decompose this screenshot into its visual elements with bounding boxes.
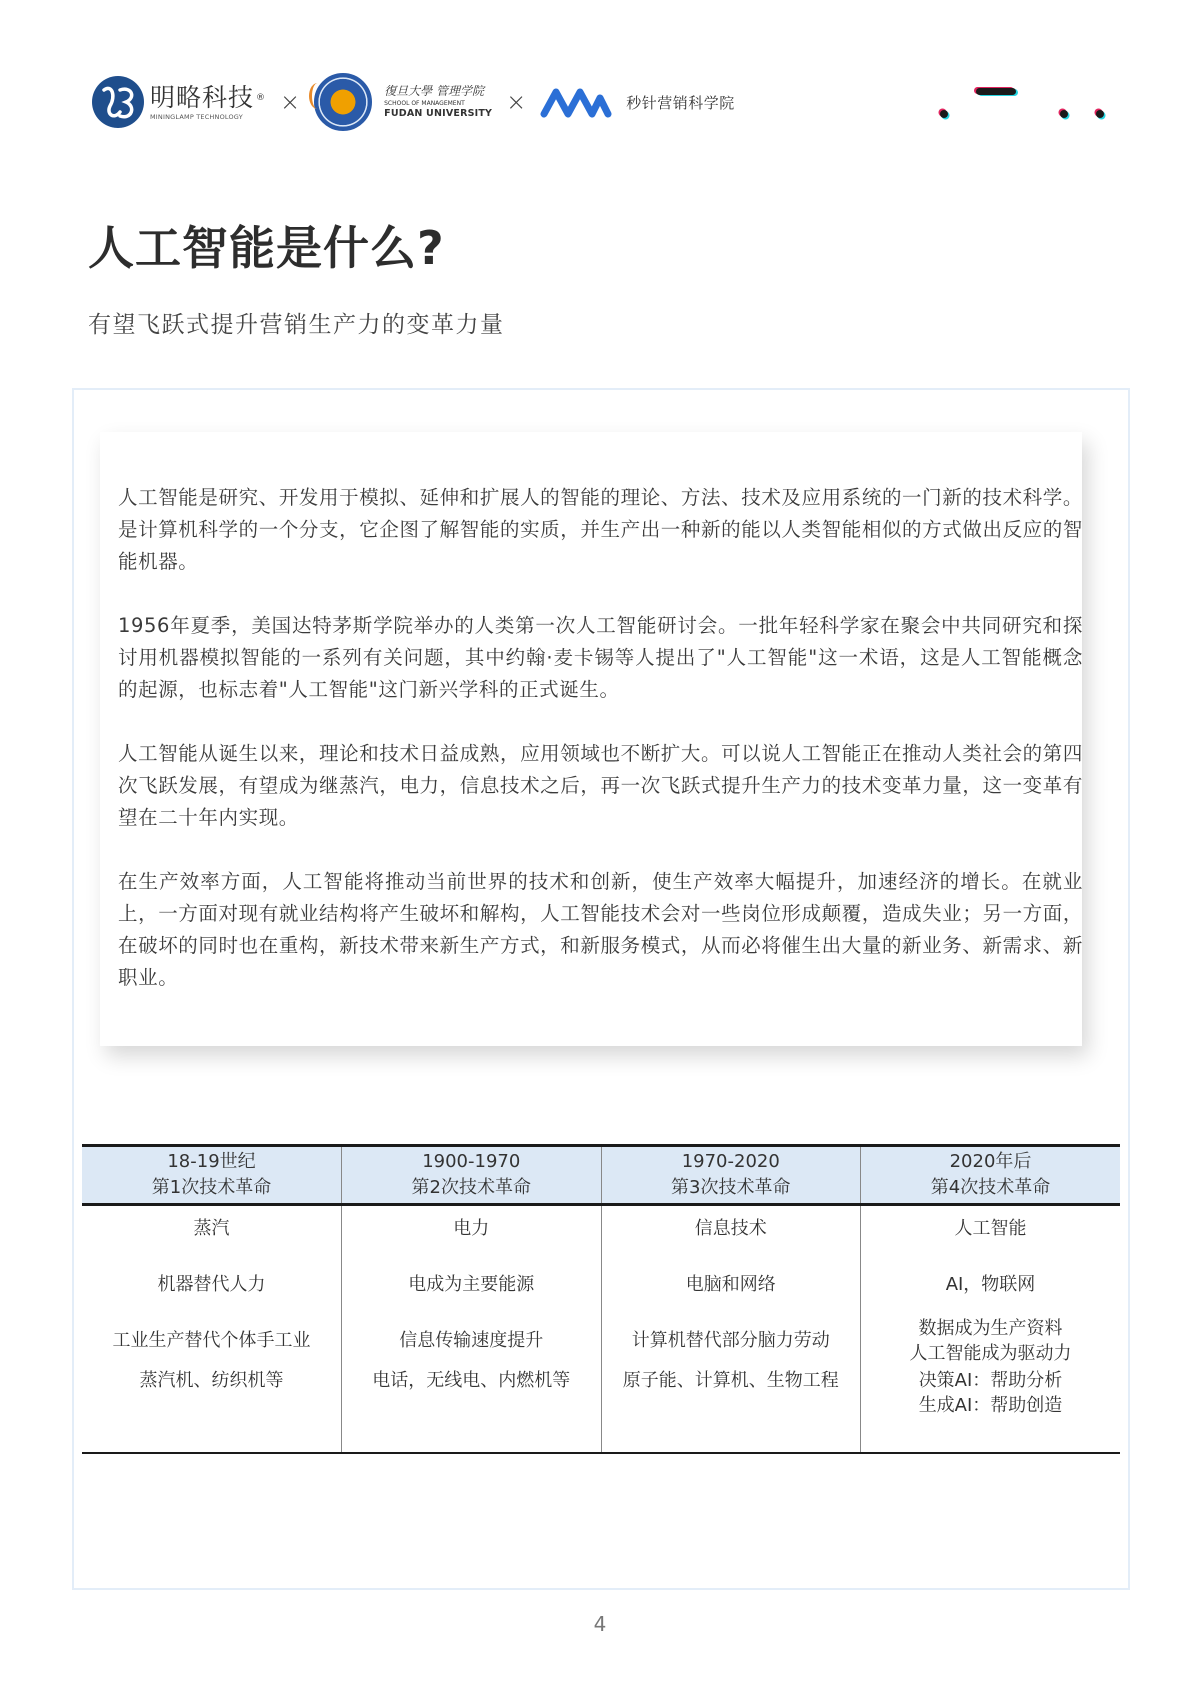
tech-impact: 计算机替代部分脑力劳动 xyxy=(631,1330,830,1351)
paragraph-development: 人工智能从诞生以来，理论和技术日益成熟，应用领域也不断扩大。可以说人工智能正在推动人类社会的第四次飞跃发展，有望成为继蒸汽，电力，信息技术之后，再一次飞跃式提升生产力的技术变革力量，这一变革有望在二十年内实现。 xyxy=(118,742,1083,829)
decorative-bar-icon xyxy=(976,88,1016,95)
partner-logos xyxy=(92,72,735,132)
mininglamp-subtext: MININGLAMP TECHNOLOGY xyxy=(150,112,243,121)
logo-mininglamp xyxy=(92,76,266,128)
miaozhen-name: 秒针营销科学院 xyxy=(626,93,735,112)
tech-name: 蒸汽 xyxy=(193,1218,230,1239)
decorative-marks xyxy=(940,84,1120,124)
decorative-dot-icon xyxy=(940,110,948,118)
separator-x: × xyxy=(280,88,301,116)
period-label: 18-19世纪 xyxy=(167,1151,256,1172)
tech-examples: 生成AI：帮助创造 xyxy=(918,1395,1063,1416)
registered-mark: ® xyxy=(256,92,267,103)
revolution-label: 第1次技术革命 xyxy=(151,1177,272,1198)
table-cell xyxy=(342,1205,602,1453)
separator-x: × xyxy=(506,88,527,116)
period-label: 1970-2020 xyxy=(681,1151,780,1172)
revolution-label: 第3次技术革命 xyxy=(671,1177,791,1198)
tech-examples: 原子能、计算机、生物工程 xyxy=(622,1370,839,1391)
tech-impact: 工业生产替代个体手工业 xyxy=(112,1330,311,1351)
fudan-seal-icon xyxy=(314,73,372,131)
column-header xyxy=(82,1146,342,1205)
table-header-row xyxy=(82,1146,1120,1205)
revolution-label: 第2次技术革命 xyxy=(411,1177,531,1198)
tech-impact: 数据成为生产资料 xyxy=(918,1318,1063,1339)
column-header xyxy=(601,1146,861,1205)
mininglamp-name: 明略科技 xyxy=(150,82,255,112)
intro-card xyxy=(100,432,1082,1046)
paragraph-impact: 在生产效率方面，人工智能将推动当前世界的技术和创新，使生产效率大幅提升，加速经济的增长。在就业上，一方面对现有就业结构将产生破坏和解构，人工智能技术会对一些岗位形成颠覆，造成失业；另一方面，在破坏的同时也在重构，新技术带来新生产方式，和新服务模式，从而必将催生出大量的新业务、新需求、新职业。 xyxy=(118,870,1083,989)
tech-impact: 信息传输速度提升 xyxy=(399,1330,544,1351)
logo-miaozhen xyxy=(540,84,735,120)
table-cell xyxy=(82,1205,342,1453)
fudan-name: 復旦大學 管理学院 xyxy=(384,84,484,99)
decorative-dot-icon xyxy=(1060,110,1068,118)
paragraph-definition: 人工智能是研究、开发用于模拟、延伸和扩展人的智能的理论、方法、技术及应用系统的一门新的技术科学。是计算机科学的一个分支，它企图了解智能的实质，并生产出一种新的能以人类智能相似的方式做出反应的智能机器。 xyxy=(118,486,1083,573)
tech-change: 机器替代人力 xyxy=(157,1274,266,1295)
page-subtitle: 有望飞跃式提升营销生产力的变革力量 xyxy=(88,312,505,338)
tech-change: 电脑和网络 xyxy=(685,1274,776,1295)
table-cell xyxy=(861,1205,1121,1453)
tech-revolution-table xyxy=(82,1144,1120,1454)
period-label: 1900-1970 xyxy=(422,1151,521,1172)
tech-change: AI，物联网 xyxy=(945,1274,1036,1295)
period-label: 2020年后 xyxy=(949,1151,1032,1172)
miaozhen-logo-icon xyxy=(540,84,612,120)
table-row xyxy=(82,1205,1120,1453)
table-cell xyxy=(601,1205,861,1453)
tech-name: 信息技术 xyxy=(694,1218,767,1239)
tech-examples: 蒸汽机、纺织机等 xyxy=(139,1370,284,1391)
page-number: 4 xyxy=(593,1612,607,1636)
tech-change: 电成为主要能源 xyxy=(408,1274,535,1295)
logo-fudan xyxy=(314,73,492,131)
paragraph-history: 1956年夏季，美国达特茅斯学院举办的人类第一次人工智能研讨会。一批年轻科学家在聚会中共同研究和探讨用机器模拟智能的一系列有关问题，其中约翰·麦卡锡等人提出了"人工智能"这一术语，这是人工智能概念的起源，也标志着"人工智能"这门新兴学科的正式诞生。 xyxy=(118,614,1083,701)
column-header xyxy=(861,1146,1121,1205)
fudan-university-text: FUDAN UNIVERSITY xyxy=(384,108,493,120)
page-title: 人工智能是什么? xyxy=(88,221,445,275)
fudan-subtext: SCHOOL OF MANAGEMENT xyxy=(384,100,465,108)
tech-name: 人工智能 xyxy=(954,1218,1027,1239)
tech-impact: 人工智能成为驱动力 xyxy=(909,1343,1072,1364)
tech-examples: 电话，无线电、内燃机等 xyxy=(372,1370,571,1391)
decorative-dot-icon xyxy=(1096,110,1104,118)
tech-examples: 决策AI：帮助分析 xyxy=(918,1370,1063,1391)
mininglamp-logo-icon xyxy=(92,76,144,128)
column-header xyxy=(342,1146,602,1205)
revolution-label: 第4次技术革命 xyxy=(930,1177,1051,1198)
tech-name: 电力 xyxy=(453,1218,490,1239)
